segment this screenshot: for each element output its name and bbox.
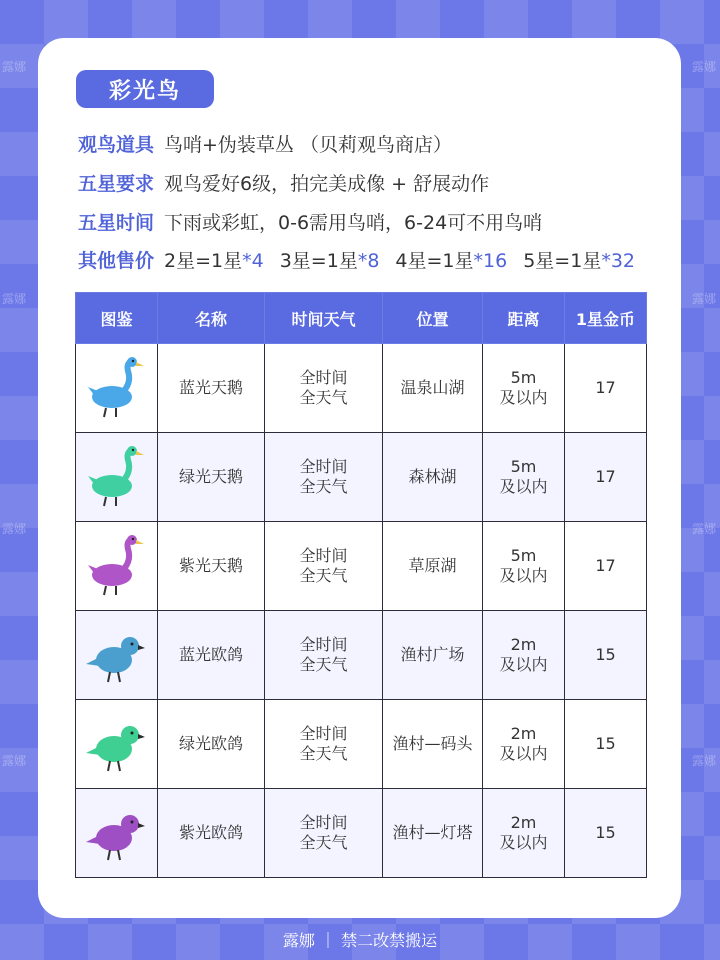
green-pigeon-icon <box>82 709 152 779</box>
info-row-five-star <box>78 169 489 196</box>
coins-cell: 15 <box>565 700 647 789</box>
price-multiplier: *4 <box>242 250 264 272</box>
watermark: 露娜 <box>2 522 27 536</box>
table-row <box>76 433 647 522</box>
price-text: 3星=1星 <box>279 250 358 272</box>
weather-text: 全天气 <box>299 655 348 674</box>
time-text: 全时间 <box>299 368 348 387</box>
info-label: 五星时间 <box>78 212 155 234</box>
location-cell: 草原湖 <box>383 522 483 611</box>
column-header-name: 名称 <box>158 293 265 344</box>
table-row <box>76 611 647 700</box>
time-text: 全时间 <box>299 546 348 565</box>
weather-text: 全天气 <box>299 388 348 407</box>
price-multiplier: *16 <box>473 250 508 272</box>
location-cell: 渔村广场 <box>383 611 483 700</box>
purple-swan-icon <box>82 531 152 601</box>
location-cell: 温泉山湖 <box>383 344 483 433</box>
bird-photo-cell <box>76 789 158 878</box>
time-text: 全时间 <box>299 635 348 654</box>
time-weather-cell <box>265 789 383 878</box>
distance-value: 5m <box>510 457 537 476</box>
distance-cell <box>483 433 565 522</box>
bird-photo-cell <box>76 522 158 611</box>
watermark: 露娜 <box>692 292 717 306</box>
distance-value: 2m <box>510 813 537 832</box>
column-header-time-weather: 时间天气 <box>265 293 383 344</box>
price-multiplier: *8 <box>357 250 380 272</box>
bird-photo-cell <box>76 611 158 700</box>
weather-text: 全天气 <box>299 477 348 496</box>
watermark: 露娜 <box>692 754 717 768</box>
column-header-distance: 距离 <box>483 293 565 344</box>
bird-photo-cell <box>76 433 158 522</box>
price-multiplier: *32 <box>601 250 636 272</box>
info-value: 鸟哨+伪装草丛 （贝莉观鸟商店） <box>164 134 452 156</box>
time-text: 全时间 <box>299 724 348 743</box>
coins-cell: 15 <box>565 789 647 878</box>
table-row <box>76 700 647 789</box>
weather-text: 全天气 <box>299 833 348 852</box>
bird-name: 绿光天鹅 <box>158 433 265 522</box>
price-text: 5星=1星 <box>523 250 602 272</box>
distance-value: 2m <box>510 635 537 654</box>
coins-cell: 17 <box>565 522 647 611</box>
bird-name: 紫光天鹅 <box>158 522 265 611</box>
time-weather-cell <box>265 433 383 522</box>
info-value: 观鸟爱好6级，拍完美成像 + 舒展动作 <box>164 173 490 195</box>
distance-cell <box>483 344 565 433</box>
watermark: 露娜 <box>2 60 27 74</box>
bird-name: 绿光欧鸽 <box>158 700 265 789</box>
green-swan-icon <box>82 442 152 512</box>
distance-value: 2m <box>510 724 537 743</box>
weather-text: 全天气 <box>299 744 348 763</box>
column-header-location: 位置 <box>383 293 483 344</box>
distance-cell <box>483 700 565 789</box>
time-weather-cell <box>265 522 383 611</box>
content-card <box>38 38 681 918</box>
table-row <box>76 344 647 433</box>
bird-photo-cell <box>76 700 158 789</box>
location-cell: 渔村—灯塔 <box>383 789 483 878</box>
distance-cell <box>483 789 565 878</box>
blue-swan-icon <box>82 353 152 423</box>
distance-cell <box>483 611 565 700</box>
coins-cell: 17 <box>565 344 647 433</box>
info-label: 其他售价 <box>78 250 155 272</box>
coins-cell: 17 <box>565 433 647 522</box>
coins-cell: 15 <box>565 611 647 700</box>
purple-pigeon-icon <box>82 798 152 868</box>
watermark: 露娜 <box>692 60 717 74</box>
time-weather-cell <box>265 700 383 789</box>
info-row-other-price <box>78 246 635 273</box>
weather-text: 全天气 <box>299 566 348 585</box>
distance-value: 5m <box>510 546 537 565</box>
bird-name: 蓝光欧鸽 <box>158 611 265 700</box>
blue-pigeon-icon <box>82 620 152 690</box>
location-cell: 森林湖 <box>383 433 483 522</box>
distance-cell <box>483 522 565 611</box>
distance-value: 5m <box>510 368 537 387</box>
price-item <box>280 250 380 272</box>
price-text: 4星=1星 <box>395 250 474 272</box>
table-header-row <box>76 293 647 344</box>
price-item <box>523 250 635 272</box>
distance-range: 及以内 <box>499 566 548 585</box>
price-text: 2星=1星 <box>164 250 243 272</box>
watermark: 露娜 <box>692 522 717 536</box>
table-row <box>76 789 647 878</box>
distance-range: 及以内 <box>499 477 548 496</box>
footer-credit: 露娜 ｜ 禁二改禁搬运 <box>282 931 438 950</box>
time-weather-cell <box>265 344 383 433</box>
column-header-icon: 图鉴 <box>76 293 158 344</box>
info-label: 五星要求 <box>78 173 155 195</box>
distance-range: 及以内 <box>499 655 548 674</box>
distance-range: 及以内 <box>499 388 548 407</box>
bird-name: 紫光欧鸽 <box>158 789 265 878</box>
bird-table <box>75 292 647 878</box>
info-row-tool <box>78 130 452 157</box>
table-row <box>76 522 647 611</box>
location-cell: 渔村—码头 <box>383 700 483 789</box>
watermark: 露娜 <box>2 754 27 768</box>
column-header-coins: 1星金币 <box>565 293 647 344</box>
info-row-five-star-time <box>78 208 542 235</box>
distance-range: 及以内 <box>499 744 548 763</box>
info-label: 观鸟道具 <box>78 134 155 156</box>
distance-range: 及以内 <box>499 833 548 852</box>
info-value: 下雨或彩虹，0-6需用鸟哨，6-24可不用鸟哨 <box>164 212 543 234</box>
price-item <box>395 250 507 272</box>
bird-name: 蓝光天鹅 <box>158 344 265 433</box>
price-item <box>164 250 264 272</box>
time-text: 全时间 <box>299 457 348 476</box>
page-title: 彩光鸟 <box>76 70 214 108</box>
time-weather-cell <box>265 611 383 700</box>
time-text: 全时间 <box>299 813 348 832</box>
watermark: 露娜 <box>2 292 27 306</box>
bird-photo-cell <box>76 344 158 433</box>
